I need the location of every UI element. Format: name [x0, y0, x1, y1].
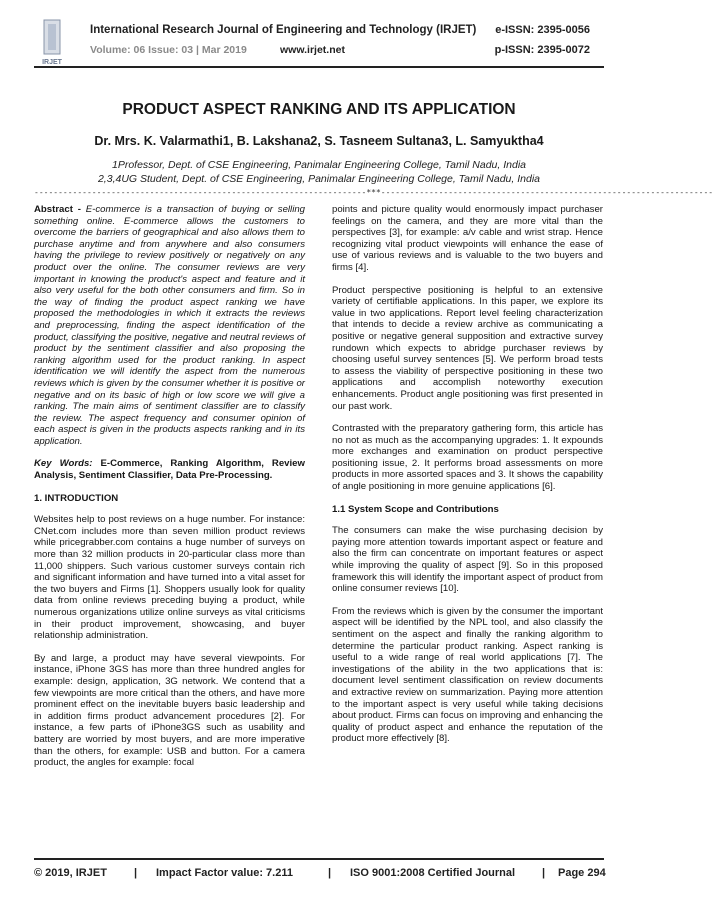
journal-header [0, 0, 638, 92]
paper-authors: Dr. Mrs. K. Valarmathi1, B. Lakshana2, S. Tasneem Sultana3, L. Samyuktha4 [94, 134, 544, 148]
footer-impact-factor: Impact Factor value: 7.211 [156, 867, 293, 879]
section-heading-introduction: 1. INTRODUCTION [34, 492, 119, 504]
journal-website: www.irjet.net [280, 44, 345, 56]
footer-separator: | [134, 867, 138, 879]
header-rule [34, 66, 604, 68]
section-heading-scope: 1.1 System Scope and Contributions [332, 503, 499, 515]
footer-page-number: Page 294 [558, 867, 606, 879]
right-column [332, 204, 603, 756]
intro-paragraph-2: By and large, a product may have several viewpoints. For instance, iPhone 3GS has more than three hundred angles for example: design, application, 3G network. We contend that a few viewpoints are more critical than the others, and have more prominent effect on the inevitable buyers basic leadership and in addition firms product advancement procedures [2]. For instance, a few parts of iPhone3GS such as usability and battery are worried by most buyers, and are more imperative than the others, for example: USB and button. For a camera product, the angles for example: focal [34, 652, 305, 769]
e-issn: e-ISSN: 2395-0056 [495, 24, 590, 36]
abstract [34, 204, 305, 447]
affiliation-1: 1Professor, Dept. of CSE Engineering, Panimalar Engineering College, Tamil Nadu, India [111, 159, 526, 171]
journal-title: International Research Journal of Engineering and Technology (IRJET) [90, 24, 477, 36]
body-paragraph-3: Contrasted with the preparatory gathering form, this article has no not as much as the accompanying upgrades: 1. It expounds more exchanges and examination on product perspective positioning issue, 2. It performs broad assessments on more products in more assorted spaces and 3. It shows the capability of angle positioning in more genuine applications [6]. [332, 423, 603, 493]
affiliation-2: 2,3,4UG Student, Dept. of CSE Engineering, Panimalar Engineering College, Tamil Nadu, India [97, 173, 541, 185]
volume-issue: Volume: 06 Issue: 03 | Mar 2019 [90, 44, 247, 56]
logo-text: IRJET [42, 59, 62, 66]
page-footer [34, 862, 604, 886]
irjet-logo-icon [38, 18, 66, 68]
footer-separator: | [328, 867, 332, 879]
abstract-text: E-commerce is a transaction of buying or selling something online. E-commerce allows the customers to overcome the barriers of geographical and also allows them to purchase anytime and from anywhere and also consumers having the privilege to review positively or negatively on any product over the online. The consumer reviews are very important in knowing the product's aspect and feature and it also very useful for the both other consumers and firm. So in the way of finding the product aspect ranking we have proposed the methodologies in which it extracts the reviews and preprocessing, finding the aspect identification of the product, classifying the positive, negative and neutral reviews of product by the sentiment classifier and also proposing the ranking algorithm used for the product ranking. In aspect identification we will identify the aspect from the numerous reviews which is given by the consumer whether it is positive or negative and on its basic of high or low score we will give a ranking. The main aims of sentiment classifier are to classify the review. The aspect frequency and consumer opinion of each aspect is given in the products aspects ranking and in its application. [34, 204, 305, 447]
paper-title: PRODUCT ASPECT RANKING AND ITS APPLICATION [122, 101, 516, 118]
intro-paragraph-1: Websites help to post reviews on a huge number. For instance: CNet.com includes more than seven million product reviews while pricegrabber.com contains a huge number of surveys on more than 32 million products in 20-particular class more than 11,000 shippers. Such various customer surveys contain rich and significant information and have turned into a vital asset for the two buyers and Firms [1]. Shoppers usually look for quality data from online reviews preceding buying a product, while numerous organizations utilize online surveys as vital criticisms in their product improvement, showcasing, and buyer relationship administration. [34, 514, 305, 642]
footer-copyright: © 2019, IRJET [34, 867, 107, 879]
body-paragraph-5: From the reviews which is given by the consumer the important aspect will be identified by the NPL tool, and also classify the sentiment on the aspect and finally the ranking algorithm to determine the particular product ranking. Aspect ranking is useful to a wide range of real world applications [7]. The investigations of the ability in the two applications that is: document level sentiment classification on review documents and extractive review on summarization. Paying more attention to the important aspect is very useful while taking decisions about product. Firms can focus on improving and enhancing the quality of product aspect and enhance the reputation of the product more effectively [8]. [332, 605, 603, 745]
body-paragraph-4: The consumers can make the wise purchasing decision by paying more attention towards important aspect or feature and also the firm can concentrate on important features or aspect while improving the quality of aspect [9]. So in this proposed framework this will identify the important aspect of product from online consumer reviews [10]. [332, 525, 603, 595]
keywords [34, 458, 305, 481]
footer-iso: ISO 9001:2008 Certified Journal [350, 867, 516, 879]
abstract-label: Abstract - [34, 204, 81, 215]
section-separator: ---------------------------------------------------------------------***--------------------------------------------------------------------- [34, 188, 713, 197]
footer-separator: | [542, 867, 546, 879]
footer-rule [34, 858, 604, 860]
keywords-text: E-Commerce, Ranking Algorithm, Review Analysis, Sentiment Classifier, Data Pre-Processing. [34, 458, 305, 482]
body-paragraph-2: Product perspective positioning is helpful to an extensive variety of certifiable applications. In this paper, we explore its value in two applications. Report level feeling characterization that intends to decide a review archive as communicating a positive or negative general supposition and extractive survey rundown which expects to abridge purchaser reviews by choosing useful survey sentences [5]. We perform broad tests to assess the viability of perspective positioning in these two applications and accomplish noteworthy execution enhancements. Product angle positioning was first presented in our past work. [332, 284, 603, 412]
keywords-label: Key Words: [34, 458, 93, 470]
p-issn: p-ISSN: 2395-0072 [494, 44, 590, 56]
left-column [34, 204, 305, 780]
body-paragraph-1: points and picture quality would enormously impact purchaser feelings on the camera, and they are more vital than the perspectives [3], for example: a/v cable and wrist strap. Hence recognizing vital product viewpoints will enhance the ease of use of various reviews and is valuable to the two buyers and firms [4]. [332, 204, 603, 273]
